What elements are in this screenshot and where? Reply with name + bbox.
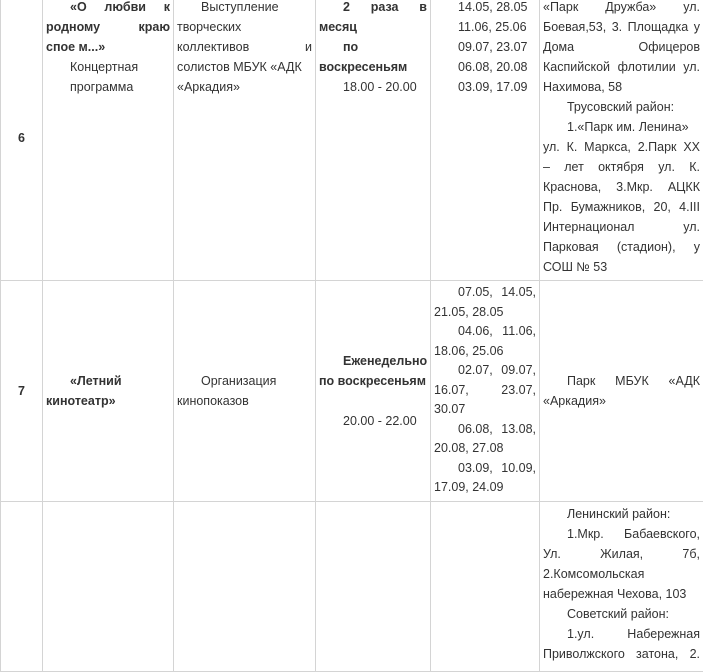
- dates-cell: [431, 0, 540, 281]
- place-line: Парковая (стадион), у: [543, 237, 700, 257]
- place-line: Приволжского затона, 2.: [543, 644, 700, 664]
- row-number: [1, 502, 43, 672]
- event-time: 20.00 - 22.00: [319, 411, 427, 431]
- dates-cell: [431, 281, 540, 502]
- event-description-cell: [174, 502, 316, 672]
- dates-line: 16.07, 23.07,: [434, 381, 536, 401]
- district-heading: Ленинский район:: [543, 504, 700, 524]
- event-name-line: кинотеатр»: [46, 391, 170, 411]
- place-line: 2.Комсомольская: [543, 564, 700, 584]
- place-cell: [540, 281, 703, 502]
- description-line: коллективов и: [177, 37, 312, 57]
- dates-line: 30.07: [434, 400, 536, 420]
- row-number: 7: [1, 281, 43, 502]
- dates-line: 20.08, 27.08: [434, 439, 536, 459]
- event-name-cell: [43, 0, 174, 281]
- event-name-line: спое м...»: [46, 37, 170, 57]
- dates-line: 03.09, 17.09: [434, 77, 536, 97]
- dates-line: 04.06, 11.06,: [434, 322, 536, 342]
- place-line: – лет октября ул. К.: [543, 157, 700, 177]
- period-line: Еженедельно: [319, 351, 427, 371]
- place-line: ул. К. Маркса, 2.Парк XX: [543, 137, 700, 157]
- place-line: Парк МБУК «АДК: [543, 371, 700, 391]
- description-line: творческих: [177, 17, 312, 37]
- period-line: по воскресеньям: [319, 371, 427, 391]
- table-row: [1, 502, 703, 672]
- place-line: 1.«Парк им. Ленина»: [543, 117, 700, 137]
- description-line: Выступление: [177, 0, 312, 17]
- place-line: Дома Офицеров: [543, 37, 700, 57]
- period-line: по: [319, 37, 427, 57]
- period-line: 2 раза в: [319, 0, 427, 17]
- place-line: 1.ул. Набережная: [543, 624, 700, 644]
- dates-line: 18.06, 25.06: [434, 342, 536, 362]
- table-row: [1, 0, 703, 281]
- row-number: 6: [1, 0, 43, 281]
- place-line: Краснова, 3.Мкр. АЦКК: [543, 177, 700, 197]
- event-time: 18.00 - 20.00: [319, 77, 427, 97]
- place-line: СОШ № 53: [543, 257, 700, 277]
- event-name-line: «О любви к: [46, 0, 170, 17]
- table-row: [1, 281, 703, 502]
- description-line: Организация: [177, 371, 312, 391]
- event-name-line: «Летний: [46, 371, 170, 391]
- event-name-cell: [43, 281, 174, 502]
- dates-line: 07.05, 14.05,: [434, 283, 536, 303]
- period-line: месяц: [319, 17, 427, 37]
- dates-line: 03.09, 10.09,: [434, 459, 536, 479]
- place-line: набережная Чехова, 103: [543, 584, 700, 604]
- dates-line: 02.07, 09.07,: [434, 361, 536, 381]
- event-description-cell: [174, 281, 316, 502]
- place-line: 1.Мкр. Бабаевского,: [543, 524, 700, 544]
- dates-line: 14.05, 28.05: [434, 0, 536, 17]
- period-line: воскресеньям: [319, 57, 427, 77]
- dates-cell: [431, 502, 540, 672]
- event-description-cell: [174, 0, 316, 281]
- dates-line: 11.06, 25.06: [434, 17, 536, 37]
- district-heading: Трусовский район:: [543, 97, 700, 117]
- place-cell: [540, 502, 703, 672]
- dates-line: 09.07, 23.07: [434, 37, 536, 57]
- district-heading: Советский район:: [543, 604, 700, 624]
- place-line: Ул. Жилая, 7б,: [543, 544, 700, 564]
- period-cell: [316, 281, 431, 502]
- place-line: Боевая,53, 3. Площадка у: [543, 17, 700, 37]
- description-line: «Аркадия»: [177, 77, 312, 97]
- place-line: Каспийской флотилии ул.: [543, 57, 700, 77]
- event-name-cell: [43, 502, 174, 672]
- dates-line: 06.08, 20.08: [434, 57, 536, 77]
- dates-line: 17.09, 24.09: [434, 478, 536, 498]
- place-line: Нахимова, 58: [543, 77, 700, 97]
- place-line: «Парк Дружба» ул.: [543, 0, 700, 17]
- dates-line: 06.08, 13.08,: [434, 420, 536, 440]
- event-name-line: родному краю: [46, 17, 170, 37]
- dates-line: 21.05, 28.05: [434, 303, 536, 323]
- place-line: «Аркадия»: [543, 391, 700, 411]
- description-line: солистов МБУК «АДК: [177, 57, 312, 77]
- place-line: Пр. Бумажников, 20, 4.III: [543, 197, 700, 217]
- event-type: Концертная программа: [46, 57, 170, 97]
- place-line: Интернационал ул.: [543, 217, 700, 237]
- period-cell: [316, 502, 431, 672]
- description-line: кинопоказов: [177, 391, 312, 411]
- period-cell: [316, 0, 431, 281]
- place-cell: [540, 0, 703, 281]
